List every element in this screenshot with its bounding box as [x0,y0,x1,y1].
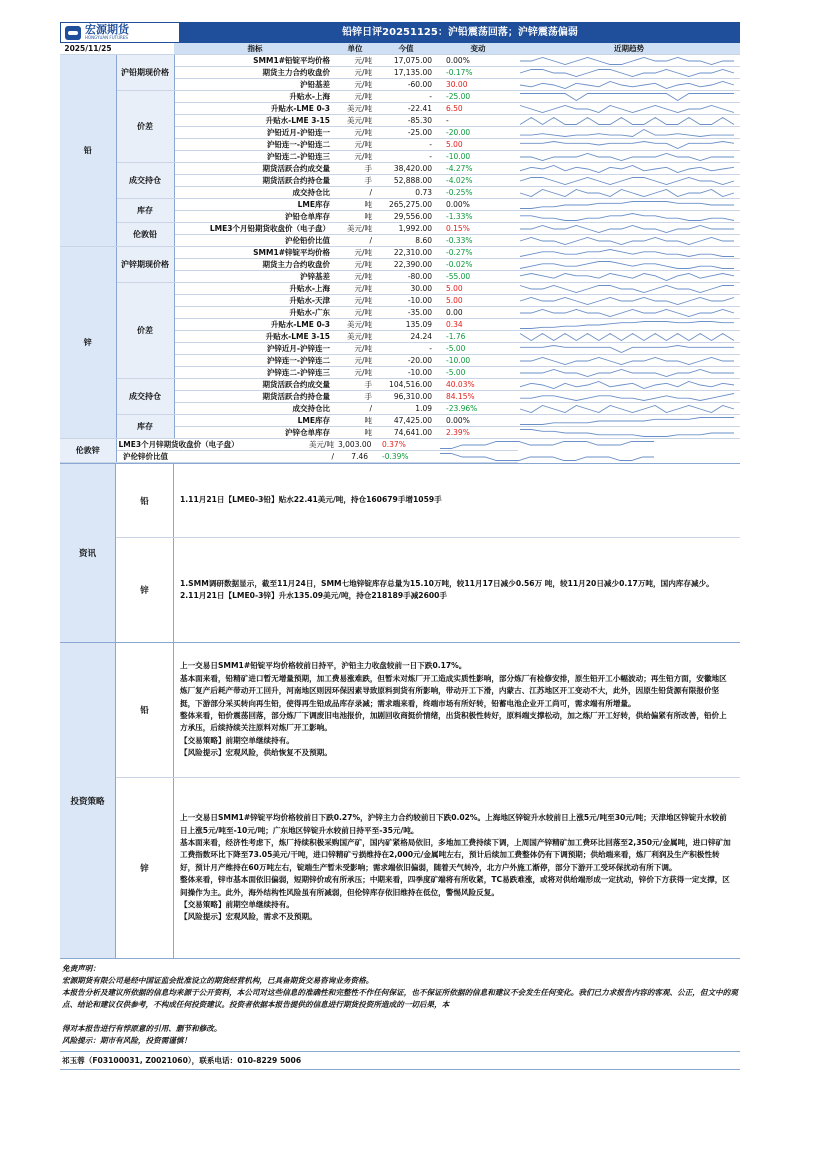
indicator-name: 期货主力合约收盘价 [174,259,336,271]
strategy-lead-line: 【风险提示】宏观风险，供给恢复不及预期。 [180,748,332,758]
trend-sparkline [518,163,740,175]
value-cell: - [374,151,438,163]
indicator-name: 沪伦锌价比值 [116,451,174,463]
change-cell: -10.00 [438,355,518,367]
unit-cell: 元/吨 [336,283,374,295]
indicator-name: 升贴水-广东 [174,307,336,319]
col-header-unit: 单位 [336,43,374,55]
group-label: 伦敦锌 [60,439,116,463]
trend-line [520,117,734,124]
trend-line [520,93,734,100]
trend-line [520,369,734,376]
value-cell: 3,003.00 [336,439,374,451]
group-label: 价差 [116,283,174,379]
table-row [60,163,740,175]
value-cell: 30.00 [374,283,438,295]
value-cell: 104,516.00 [374,379,438,391]
indicator-name: 沪锌近月-沪锌连一 [174,343,336,355]
trend-line [440,441,654,448]
change-cell: 2.39% [438,427,518,439]
trend-line [520,429,734,436]
indicator-name: 沪锌连二-沪锌连三 [174,367,336,379]
trend-sparkline [518,415,740,427]
change-cell: -0.27% [438,247,518,259]
indicator-name: LME3个月铅期货收盘价（电子盘） [174,223,336,235]
strategy-lead-line: 整体来看，铅价震荡回落，部分炼厂下调废旧电池报价，加剧回收商挺价情绪，出货积极性转好，原料端支撑松动，加之炼厂开工好转，供给偏紧有所改善，铅价上方承压，后续持续关注原料对炼厂开工影响。 [180,711,727,733]
group-label: 库存 [116,199,174,223]
trend-sparkline [518,295,740,307]
group-label: 沪锌期现价格 [116,247,174,283]
unit-cell: 手 [336,163,374,175]
value-cell: 22,310.00 [374,247,438,259]
value-cell: 47,425.00 [374,415,438,427]
change-cell: 5.00 [438,283,518,295]
indicator-name: 升贴水-上海 [174,283,336,295]
indicator-name: 升贴水-LME 0-3 [174,103,336,115]
change-cell: 0.37% [374,439,438,451]
indicator-name: 成交持仓比 [174,187,336,199]
disclaimer-line: 得对本报告进行有悖原意的引用、删节和修改。 [62,1024,222,1033]
unit-cell: 元/吨 [336,307,374,319]
change-cell: -55.00 [438,271,518,283]
value-cell: -60.00 [374,79,438,91]
value-cell: - [374,139,438,151]
unit-cell: 元/吨 [336,91,374,103]
strategy-zinc-line: 【风险提示】宏观风险，需求不及预期。 [180,912,317,922]
unit-cell: 元/吨 [336,271,374,283]
trend-line [520,105,734,112]
trend-line [520,381,734,388]
indicator-name: 沪铅连二-沪铅连三 [174,151,336,163]
indicator-name: 期货主力合约收盘价 [174,67,336,79]
unit-cell: / [174,451,336,463]
strategy-label: 投资策略 [60,643,116,958]
strategy-lead-line: 【交易策略】前期空单继续持有。 [180,735,294,745]
change-cell: 0.00% [438,415,518,427]
metal-category: 锌 [60,247,116,439]
indicator-name: LME库存 [174,199,336,211]
indicator-name: SMM1#铅锭平均价格 [174,55,336,67]
strategy-zinc-text [174,778,740,958]
change-cell: -1.33% [438,211,518,223]
trend-sparkline [518,115,740,127]
disclaimer-line: 本报告分析及建议所依据的信息均来源于公开资料，本公司对这些信息的准确性和完整性不作任何保证，也不保证所依据的信息和建议不会发生任何变化。我们已力求报告内容的客观、公正，但文中的观点、结论和建议仅供参考，不构成任何投资建议。投资者依据本报告提供的信息进行期货投资所造成的一切后果，本 [62,988,738,1009]
change-cell: 30.00 [438,79,518,91]
table-row [60,199,740,211]
change-cell: 0.00% [438,199,518,211]
trend-sparkline [518,331,740,343]
unit-cell: 吨 [336,415,374,427]
group-label: 成交持仓 [116,163,174,199]
trend-sparkline [518,127,740,139]
change-cell: -4.27% [438,163,518,175]
news-zinc-line: 1.SMM调研数据显示，截至11月24日，SMM七地锌锭库存总量为15.10万吨，较11月17日减少0.56万 吨，较11月20日减少0.17万吨，国内库存减少。 [180,578,714,588]
trend-sparkline [438,439,518,451]
unit-cell: 美元/吨 [336,115,374,127]
table-row [60,415,740,427]
trend-line [520,225,734,232]
trend-sparkline [518,379,740,391]
analyst-footer: 祁玉蓉（F03100031, Z0021060），联系电话：010-8229 5006 [60,1051,740,1070]
change-cell: 6.50 [438,103,518,115]
trend-line [520,201,734,208]
unit-cell: 元/吨 [336,127,374,139]
col-header-trend: 近期趋势 [518,43,740,55]
trend-sparkline [518,307,740,319]
change-cell: 5.00 [438,295,518,307]
table-row [60,247,740,259]
trend-sparkline [518,211,740,223]
unit-cell: 美元/吨 [336,223,374,235]
trend-line [520,285,734,292]
strategy-zinc-line: 上一交易日SMM1#锌锭平均价格较前日下跌0.27%，沪锌主力合约较前日下跌0.02%。上海地区锌锭升水较前日上涨5元/吨至30元/吨；天津地区锌锭升水较前日上涨5元/吨至-10元/吨；广东地区锌锭升水较前日持平至-35元/吨。 [180,813,727,835]
group-label: 价差 [116,91,174,163]
change-cell: 84.15% [438,391,518,403]
trend-line [520,69,734,76]
unit-cell: / [336,403,374,415]
strategy-zinc-line: 基本面来看，经济性考虑下，炼厂持续积极采购国产矿，国内矿紧格局依旧，多地加工费持续下调，上周国产锌精矿加工费环比回落至2,350元/金属吨，进口锌矿加工费指数环比下降至73.05美元/干吨，进口锌精矿亏损维持在2,000元/金属吨左右，预计后续加工费整体仍有下调预期；供给端来看，炼厂利润及生产积极性转好，预计月产维持在60万吨左右，锭端生产暂未受影响；需求端依旧偏弱，随着天气转冷，北方户外施工渐停，部分下游开工受环保扰动有所下调。 [180,837,731,872]
value-cell: - [374,91,438,103]
trend-sparkline [518,343,740,355]
value-cell: 0.73 [374,187,438,199]
trend-line [520,213,734,220]
trend-line [520,333,734,340]
table-header-row [60,43,740,55]
trend-sparkline [518,403,740,415]
trend-line [520,141,734,148]
col-header-value: 今值 [374,43,438,55]
strategy-zinc-line: 【交易策略】前期空单继续持有。 [180,900,294,910]
trend-line [520,153,734,160]
news-section [60,463,740,959]
trend-line [520,297,734,304]
value-cell: -22.41 [374,103,438,115]
trend-sparkline [518,319,740,331]
trend-sparkline [518,55,740,67]
trend-sparkline [518,391,740,403]
unit-cell: 元/吨 [336,79,374,91]
change-cell: - [438,115,518,127]
unit-cell: 元/吨 [336,343,374,355]
value-cell: 96,310.00 [374,391,438,403]
value-cell: -35.00 [374,307,438,319]
news-label: 资讯 [60,464,116,642]
trend-line [520,309,734,316]
change-cell: -0.17% [438,67,518,79]
trend-sparkline [518,259,740,271]
trend-sparkline [518,151,740,163]
trend-line [520,189,734,196]
trend-line [520,321,734,328]
trend-line [440,453,654,460]
value-cell: 1.09 [374,403,438,415]
trend-line [520,165,734,172]
news-lead-text [174,464,740,537]
news-zinc-label: 锌 [116,538,174,642]
unit-cell: 元/吨 [336,259,374,271]
change-cell: 0.15% [438,223,518,235]
unit-cell: 吨 [336,211,374,223]
trend-sparkline [518,235,740,247]
disclaimer-line: 免责声明： [62,964,100,973]
indicator-name: LME库存 [174,415,336,427]
change-cell: 0.00% [438,55,518,67]
unit-cell: 元/吨 [336,67,374,79]
trend-sparkline [518,199,740,211]
unit-cell: 元/吨 [336,355,374,367]
change-cell: -10.00 [438,151,518,163]
unit-cell: 元/吨 [336,295,374,307]
change-cell: -20.00 [438,127,518,139]
group-label: 沪铅期现价格 [116,55,174,91]
value-cell: -10.00 [374,295,438,307]
report-title: 铅锌日评20251125：沪铅震荡回落；沪锌震荡偏弱 [342,27,578,38]
trend-sparkline [518,67,740,79]
table-row [60,439,740,451]
trend-sparkline [518,247,740,259]
table-row [60,451,740,463]
trend-sparkline [518,79,740,91]
unit-cell: 元/吨 [336,151,374,163]
table-row [60,55,740,67]
unit-cell: 美元/吨 [336,331,374,343]
indicator-name: SMM1#锌锭平均价格 [174,247,336,259]
indicator-name: 沪锌基差 [174,271,336,283]
indicator-name: 沪铅仓单库存 [174,211,336,223]
report-date: 2025/11/25 [60,43,116,55]
trend-sparkline [518,283,740,295]
value-cell: 1,992.00 [374,223,438,235]
col-header-indicator: 指标 [174,43,336,55]
strategy-lead-text [174,643,740,777]
trend-sparkline [518,187,740,199]
trend-line [520,177,734,184]
logo-mark-icon [65,26,81,40]
unit-cell: 美元/吨 [174,439,336,451]
news-lead-label: 铅 [116,464,174,537]
report-page [60,22,740,1070]
change-cell: 0.34 [438,319,518,331]
report-header [60,22,740,43]
value-cell: 8.60 [374,235,438,247]
unit-cell: 吨 [336,199,374,211]
change-cell: 5.00 [438,139,518,151]
unit-cell: 美元/吨 [336,319,374,331]
trend-sparkline [518,367,740,379]
disclaimer [60,963,740,1047]
trend-sparkline [518,427,740,439]
value-cell: 22,390.00 [374,259,438,271]
disclaimer-line: 宏源期货有限公司是经中国证监会批准设立的期货经营机构，已具备期货交易咨询业务资格。 [62,976,374,985]
unit-cell: 手 [336,391,374,403]
indicator-name: 沪锌仓单库存 [174,427,336,439]
value-cell: 38,420.00 [374,163,438,175]
trend-line [520,249,734,256]
company-logo [60,22,180,43]
logo-text: 宏源期货 [85,23,129,36]
unit-cell: 元/吨 [336,247,374,259]
indicator-name: 升贴水-上海 [174,91,336,103]
indicator-name: 沪铅基差 [174,79,336,91]
unit-cell: 手 [336,379,374,391]
indicator-name: 成交持仓比 [174,403,336,415]
table-row [60,91,740,103]
value-cell: -20.00 [374,355,438,367]
change-cell: -1.76 [438,331,518,343]
value-cell: 52,888.00 [374,175,438,187]
trend-line [520,129,734,136]
trend-line [520,417,734,424]
unit-cell: 吨 [336,427,374,439]
indicator-name: LME3个月锌期货收盘价（电子盘） [116,439,174,451]
trend-sparkline [438,451,518,463]
trend-sparkline [518,175,740,187]
trend-line [520,57,734,64]
value-cell: -80.00 [374,271,438,283]
change-cell: -5.00 [438,343,518,355]
trend-line [520,345,734,352]
group-label: 库存 [116,415,174,439]
value-cell: 135.09 [374,319,438,331]
table-row [60,283,740,295]
trend-sparkline [518,139,740,151]
strategy-lead-label: 铅 [116,643,174,777]
trend-line [520,81,734,88]
indicator-name: 期货活跃合约成交量 [174,163,336,175]
trend-line [520,273,734,280]
trend-sparkline [518,91,740,103]
trend-sparkline [518,103,740,115]
indicator-name: 期货活跃合约持仓量 [174,175,336,187]
table-row [60,379,740,391]
trend-line [520,357,734,364]
trend-sparkline [518,223,740,235]
indicator-name: 升贴水-LME 3-15 [174,115,336,127]
news-zinc-line: 2.11月21日【LME0-3锌】升水135.09美元/吨，持仓218189手减2600手 [180,591,448,600]
value-cell: -85.30 [374,115,438,127]
unit-cell: 元/吨 [336,367,374,379]
trend-sparkline [518,355,740,367]
trend-line [520,405,734,412]
trend-line [520,237,734,244]
data-table [60,43,740,463]
value-cell: 24.24 [374,331,438,343]
table-row [60,223,740,235]
disclaimer-line [62,1011,740,1023]
change-cell: -0.33% [438,235,518,247]
unit-cell: 元/吨 [336,55,374,67]
indicator-name: 沪铅近月-沪铅连一 [174,127,336,139]
change-cell: -23.96% [438,403,518,415]
change-cell: -0.25% [438,187,518,199]
logo-subtext: HONGYUAN FUTURES [85,35,128,40]
strategy-zinc-label: 锌 [116,778,174,958]
indicator-name: 升贴水-LME 0-3 [174,319,336,331]
change-cell: -0.39% [374,451,438,463]
indicator-name: 期货活跃合约持仓量 [174,391,336,403]
indicator-name: 沪铅连一-沪铅连二 [174,139,336,151]
value-cell: 29,556.00 [374,211,438,223]
value-cell: -10.00 [374,367,438,379]
unit-cell: / [336,187,374,199]
value-cell: 17,135.00 [374,67,438,79]
strategy-zinc-line: 整体来看，锌市基本面依旧偏弱，短期锌价或有所承压；中期来看，四季度矿端将有所收紧，TC易跌难涨，或将对供给端形成一定扰动，锌价下方获得一定支撑，区间操作为主。此外，海外结构性风险虽有所减弱，但伦锌库存依旧维持在低位，警惕风险反复。 [180,875,730,897]
col-header-change: 变动 [438,43,518,55]
value-cell: 17,075.00 [374,55,438,67]
group-label: 伦敦铅 [116,223,174,247]
trend-sparkline [518,271,740,283]
unit-cell: / [336,235,374,247]
indicator-name: 沪锌连一-沪锌连二 [174,355,336,367]
value-cell: 74,641.00 [374,427,438,439]
group-label: 成交持仓 [116,379,174,415]
change-cell: -5.00 [438,367,518,379]
change-cell: -25.00 [438,91,518,103]
metal-category: 铅 [60,55,116,247]
trend-line [520,393,734,400]
news-zinc-text [174,538,740,642]
strategy-lead-line: 上一交易日SMM1#铅锭平均价格较前日持平，沪铅主力收盘较前一日下跌0.17%。 [180,661,467,671]
strategy-lead-line: 基本面来看，铅精矿进口暂无增量预期，加工费易涨难跌，但暂未对炼厂开工造成实质性影响，部分炼厂有检修安排，原生铅开工小幅波动；再生铅方面，安徽地区炼厂复产后耗产带动开工回升，河南地区则因环保因素导致原料到货有所影响，带动开工下滑，内蒙古、江苏地区开工变动不大，此外，因原生铅货源有限报价坚挺，下游部分采买转向再生铅，使得再生铅成品库存录减；需求端来看，终端市场有所好转，铅蓄电池企业开工尚可，需求端有所增量。 [180,673,727,708]
value-cell: - [374,343,438,355]
news-lead-line: 1.11月21日【LME0-3铅】贴水22.41美元/吨，持仓160679手增1059手 [180,495,442,505]
indicator-name: 升贴水-LME 3-15 [174,331,336,343]
change-cell: 40.03% [438,379,518,391]
trend-line [520,261,734,268]
value-cell: 265,275.00 [374,199,438,211]
change-cell: 0.00 [438,307,518,319]
indicator-name: 期货活跃合约成交量 [174,379,336,391]
unit-cell: 手 [336,175,374,187]
value-cell: -25.00 [374,127,438,139]
change-cell: -4.02% [438,175,518,187]
unit-cell: 元/吨 [336,139,374,151]
unit-cell: 美元/吨 [336,103,374,115]
indicator-name: 升贴水-天津 [174,295,336,307]
value-cell: 7.46 [336,451,374,463]
indicator-name: 沪伦铅价比值 [174,235,336,247]
disclaimer-line: 风险提示：期市有风险，投资需谨慎！ [62,1036,192,1045]
change-cell: -0.02% [438,259,518,271]
